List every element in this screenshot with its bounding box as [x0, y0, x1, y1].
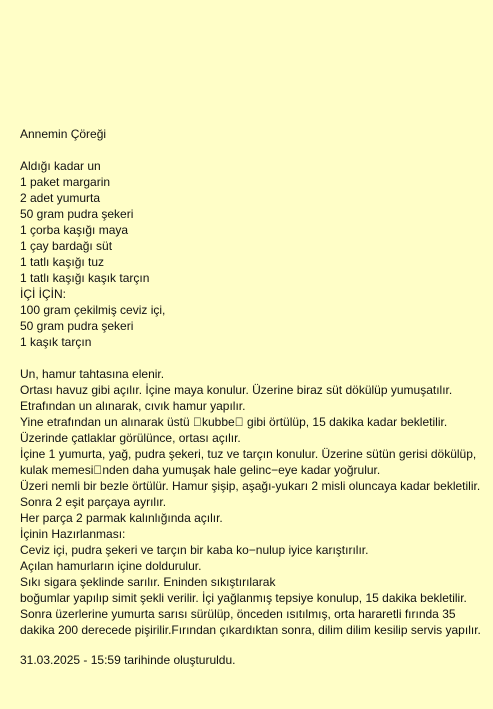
recipe-document: [20, 126, 483, 668]
instruction-line: Üzerinde çatlaklar görülünce, ortası açılır.: [20, 431, 241, 445]
instruction-line: Sıkı sigara şeklinde sarılır. Eninden sıkıştırılarak: [20, 575, 276, 589]
instruction-line: Üzeri nemli bir bezle örtülür. Hamur şişip, aşağı-yukarı 2 misli oluncaya kadar bekletilir. Sonra 2 eşit parçaya ayrılır.: [20, 479, 484, 509]
instruction-line: Ortası havuz gibi açılır. İçine maya konulur. Üzerine biraz süt dökülüp yumuşatılır.: [20, 383, 453, 397]
instruction-line: Etrafından un alınarak, cıvık hamur yapılır.: [20, 399, 246, 413]
instruction-line: Ceviz içi, pudra şekeri ve tarçın bir kaba ko−nulup iyice karıştırılır.: [20, 543, 369, 557]
ingredient-line: 1 çorba kaşığı maya: [20, 223, 129, 237]
instruction-line: İçine 1 yumurta, yağ, pudra şekeri, tuz ve tarçın konulur. Üzerine sütün gerisi dökülüp, kulak memesi nden daha yumuşak hale gelinc−eye kadar yoğrulur.: [20, 447, 480, 477]
spacer: [20, 638, 483, 652]
filling-heading: İÇİ İÇİN:: [20, 287, 67, 301]
ingredient-line: 1 kaşık tarçın: [20, 335, 92, 349]
recipe-title: Annemin Çöreği: [20, 127, 107, 141]
ingredient-line: 1 tatlı kaşığı tuz: [20, 255, 105, 269]
instructions-list: [20, 366, 483, 638]
instruction-line: Her parça 2 parmak kalınlığında açılır.: [20, 511, 223, 525]
created-timestamp: 31.03.2025 - 15:59 tarihinde oluşturuldu.: [20, 653, 236, 667]
instruction-line: boğumlar yapılıp simit şekli verilir. İçi yağlanmış tepsiye konulup, 15 dakika bekletilir. Sonra üzerlerine yumurta sarısı sürülüp, önceden ısıtılmış, orta hararetli fırında 35 dakika 200 derecede pişirilir.Fırından çıkardıktan sonra, dilim dilim kesilip servis yapılır.: [20, 591, 481, 637]
instruction-line: Açılan hamurların içine doldurulur.: [20, 559, 202, 573]
spacer: [20, 350, 483, 366]
spacer: [20, 142, 483, 158]
instruction-line: Yine etrafından un alınarak üstü  kubbe  gibi örtülüp, 15 dakika kadar bekletilir.: [20, 415, 448, 429]
ingredient-line: 1 paket margarin: [20, 175, 111, 189]
ingredient-line: 1 tatlı kaşığı kaşık tarçın: [20, 271, 150, 285]
section-heading: İçinin Hazırlanması:: [20, 527, 126, 541]
ingredients-list: [20, 158, 483, 350]
ingredient-line: 50 gram pudra şekeri: [20, 319, 134, 333]
ingredient-line: Aldığı kadar un: [20, 159, 101, 173]
ingredient-line: 1 çay bardağı süt: [20, 239, 113, 253]
ingredient-line: 50 gram pudra şekeri: [20, 207, 134, 221]
instruction-line: Un, hamur tahtasına elenir.: [20, 367, 165, 381]
ingredient-line: 2 adet yumurta: [20, 191, 101, 205]
ingredient-line: 100 gram çekilmiş ceviz içi,: [20, 303, 166, 317]
